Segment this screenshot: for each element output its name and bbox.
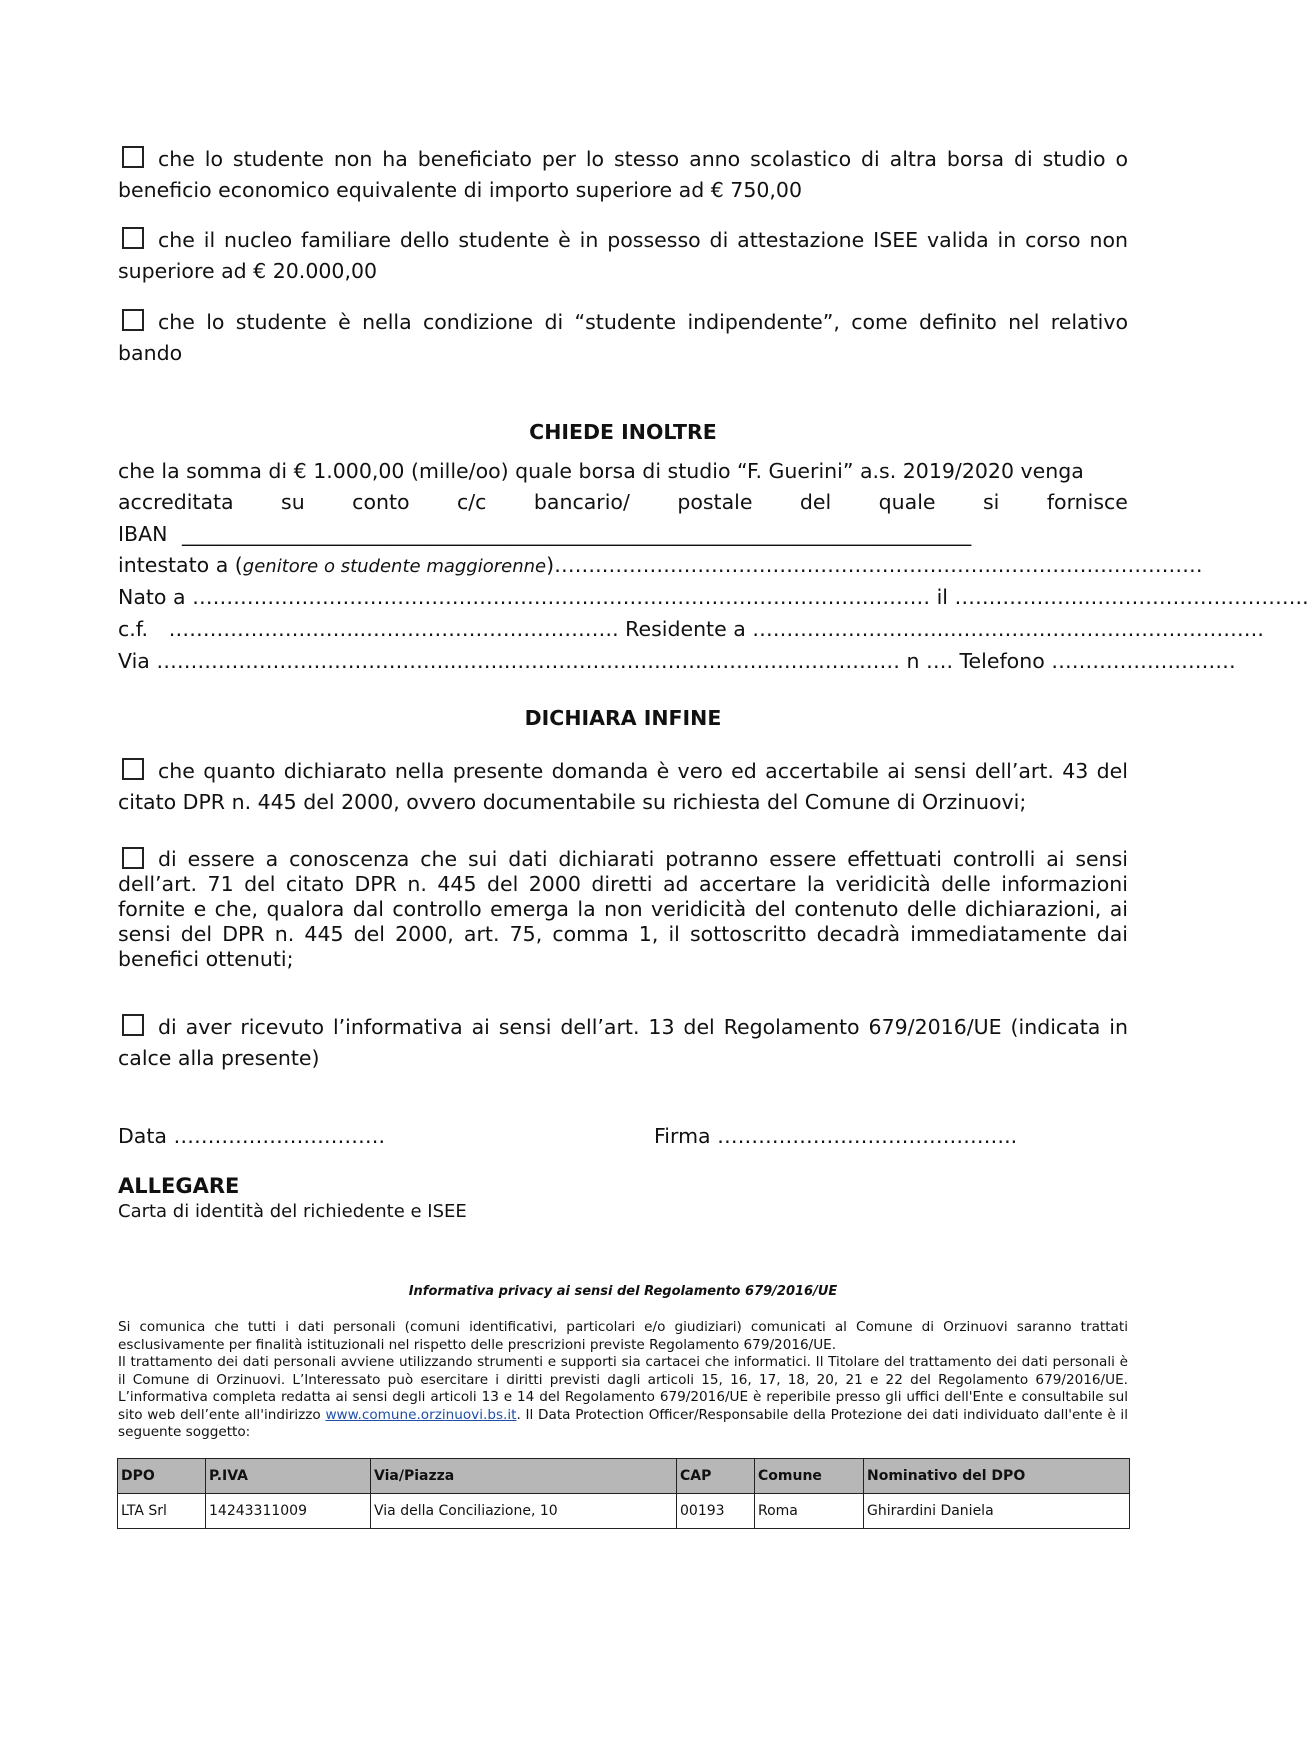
declaration-text: che lo studente è nella condizione di “studente indipendente”, come definito nel relativo bando: [118, 310, 1128, 365]
declaration-text: che lo studente non ha beneficiato per lo stesso anno scolastico di altra borsa di studio o beneficio economico equivalente di importo superiore ad € 750,00: [118, 147, 1128, 202]
chiede-heading: CHIEDE INOLTRE: [529, 420, 717, 444]
dichiara-item: [118, 756, 1128, 818]
intestato-line: [118, 553, 1203, 577]
iban-field[interactable]: _____________________________________________________________________________: [182, 522, 972, 546]
dpo-table: [117, 1458, 1130, 1529]
checkbox[interactable]: [122, 847, 144, 869]
checkbox[interactable]: [122, 758, 144, 780]
table-cell: Via della Conciliazione, 10: [371, 1494, 677, 1529]
cf-line: [118, 617, 1264, 641]
iban-label: IBAN: [118, 522, 168, 546]
declaration-item: [118, 144, 1128, 206]
signature-field[interactable]: Firma ……………………………………..: [654, 1124, 1018, 1148]
table-cell: 00193: [677, 1494, 755, 1529]
cf-field[interactable]: ………………………..………………………………. Residente a ………………………..……………………………………….: [168, 617, 1264, 641]
word: c/c: [457, 490, 487, 514]
table-header-row: [118, 1459, 1130, 1494]
declaration-item: [118, 307, 1128, 369]
via-line: [118, 649, 1236, 673]
checkbox[interactable]: [122, 309, 144, 331]
word: conto: [352, 490, 410, 514]
via-field[interactable]: ……………………………………..……..………………………………………………… n …. Telefono ………………………: [156, 649, 1236, 673]
word: postale: [677, 490, 753, 514]
column-header: Nominativo del DPO: [864, 1459, 1130, 1494]
website-link[interactable]: www.comune.orzinuovi.bs.it: [325, 1406, 517, 1423]
column-header: Via/Piazza: [371, 1459, 677, 1494]
checkbox[interactable]: [122, 227, 144, 249]
word: bancario/: [533, 490, 630, 514]
allegare-title: ALLEGARE: [118, 1174, 240, 1198]
nato-line: [118, 585, 1309, 609]
checkbox[interactable]: [122, 1014, 144, 1036]
cf-label: c.f.: [118, 617, 149, 641]
dichiara-heading: DICHIARA INFINE: [524, 706, 722, 730]
date-field[interactable]: Data ………………………….: [118, 1124, 385, 1148]
dichiara-item: [118, 847, 1128, 972]
dichiara-text: che quanto dichiarato nella presente domanda è vero ed accertabile ai sensi dell’art. 43 del citato DPR n. 445 del 2000, ovvero documentabile su richiesta del Comune di Orzinuovi;: [118, 759, 1128, 814]
column-header: CAP: [677, 1459, 755, 1494]
column-header: P.IVA: [206, 1459, 371, 1494]
table-cell: Ghirardini Daniela: [864, 1494, 1130, 1529]
word: quale: [878, 490, 936, 514]
dichiara-text: di essere a conoscenza che sui dati dichiarati potranno essere effettuati controlli ai sensi dell’art. 71 del citato DPR n. 445 del 2000 diretti ad accertare la veridicità delle informazioni fornite e che, qualora dal controllo emerga la non veridicità del contenuto delle dichiarazioni, ai sensi del DPR n. 445 del 2000, art. 75, comma 1, il sottoscritto decadrà immediatamente dai benefici ottenuti;: [118, 847, 1128, 971]
privacy-paragraph: Il trattamento dei dati personali avviene utilizzando strumenti e supporti sia cartacei che informatici. Il Titolare del trattamento dei dati personali è il Comune di Orzinuovi. L’Interessato può esercitare i diritti previsti dagli articoli 15, 16, 17, 18, 20, 21 e 22 del Regolamento 679/2016/UE. L’informativa completa redatta ai sensi degli articoli 13 e 14 del Regolamento 679/2016/UE è reperibile presso gli uffici dell'Ente e consultabile sul sito web dell’ente all'indirizzo www.comune.orzinuovi.bs.it. Il Data Protection Officer/Responsabile della Protezione dei dati individuato dall'ente è il seguente soggetto:: [118, 1354, 1128, 1440]
dichiara-item: [118, 1012, 1128, 1074]
word: su: [281, 490, 305, 514]
word: fornisce: [1046, 490, 1128, 514]
table-cell: 14243311009: [206, 1494, 371, 1529]
privacy-title: Informativa privacy ai sensi del Regolamento 679/2016/UE: [408, 1284, 838, 1299]
allegare-text: Carta di identità del richiedente e ISEE: [118, 1201, 467, 1222]
chiede-line-1: che la somma di € 1.000,00 (mille/oo) quale borsa di studio “F. Guerini” a.s. 2019/2020 venga: [118, 459, 1084, 483]
via-label: Via: [118, 649, 150, 673]
nato-field[interactable]: ……………………………………………………………………………………………… il ………………..…………………………..: [192, 585, 1309, 609]
checkbox[interactable]: [122, 146, 144, 168]
table-cell: LTA Srl: [118, 1494, 206, 1529]
column-header: DPO: [118, 1459, 206, 1494]
word: si: [983, 490, 1000, 514]
nato-label: Nato a: [118, 585, 186, 609]
privacy-paragraph: Si comunica che tutti i dati personali (comuni identificativi, particolari e/o giudiziari) comunicati al Comune di Orzinuovi saranno trattati esclusivamente per finalità istituzionali nel rispetto delle prescrizioni previste Regolamento 679/2016/UE.: [118, 1319, 1128, 1353]
table-row: [118, 1494, 1130, 1529]
column-header: Comune: [755, 1459, 864, 1494]
intestato-hint: genitore o studente maggiorenne: [242, 556, 547, 577]
dichiara-text: di aver ricevuto l’informativa ai sensi dell’art. 13 del Regolamento 679/2016/UE (indicata in calce alla presente): [118, 1015, 1128, 1070]
word: accreditata: [118, 490, 234, 514]
chiede-line-2: [118, 490, 1128, 514]
iban-line: [118, 522, 1128, 546]
declaration-text: che il nucleo familiare dello studente è in possesso di attestazione ISEE valida in corso non superiore ad € 20.000,00: [118, 228, 1128, 283]
intestato-label: intestato a (: [118, 553, 243, 577]
privacy-text: [118, 1319, 1128, 1442]
table-cell: Roma: [755, 1494, 864, 1529]
declaration-item: [118, 225, 1128, 287]
word: del: [799, 490, 832, 514]
intestato-field[interactable]: )…….………………………………………………….…………………………: [546, 553, 1203, 577]
